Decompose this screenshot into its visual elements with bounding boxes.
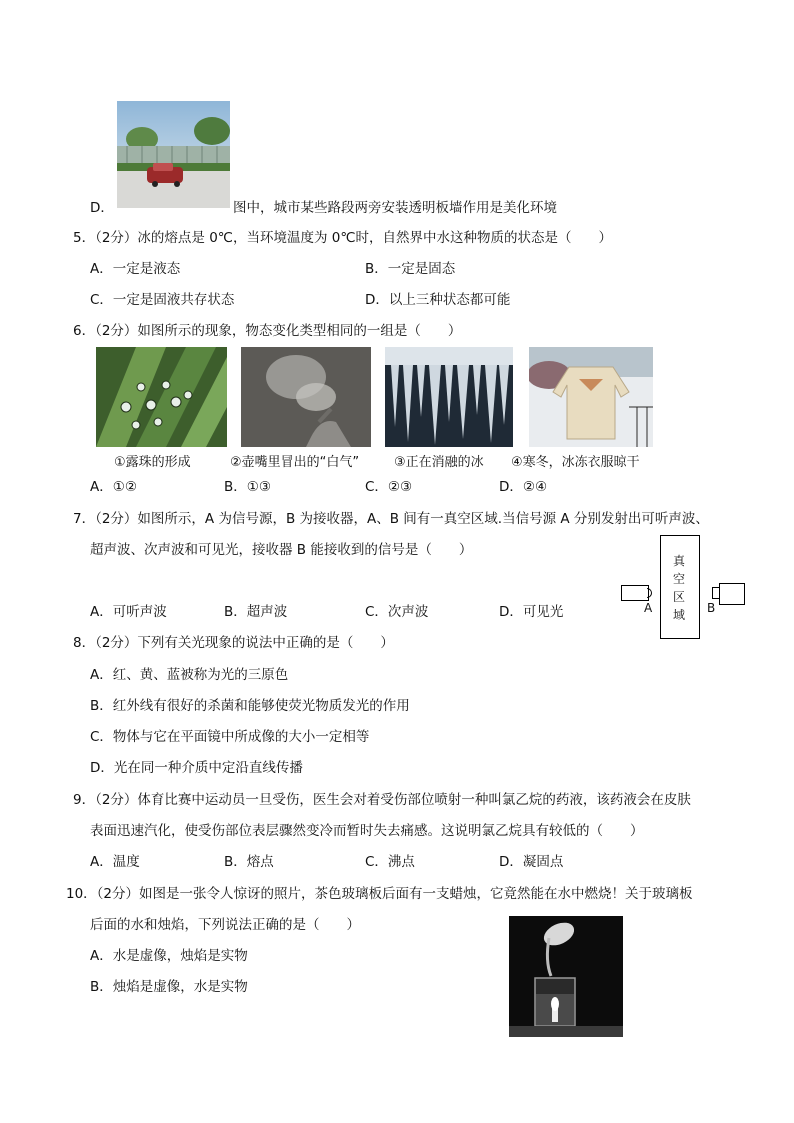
q9-option-b: B．熔点 [224, 854, 274, 870]
q5-option-a: A．一定是液态 [90, 261, 181, 277]
q8-option-d: D．光在同一种介质中定沿直线传播 [90, 760, 303, 776]
q6-stem: 6．（2分）如图所示的现象，物态变化类型相同的一组是（ ） [73, 323, 462, 339]
q5-option-c: C．一定是固液共存状态 [90, 292, 235, 308]
q10-option-b: B．烛焰是虚像，水是实物 [90, 979, 248, 995]
q6-option-b: B．①③ [224, 479, 271, 495]
q9-option-c: C．沸点 [365, 854, 415, 870]
highway-sound-wall-photo [117, 101, 230, 208]
q7-stem-line1: 7．（2分）如图所示，A 为信号源，B 为接收器，A、B 间有一真空区域.当信号源 A 分别发射出可听声波、 [73, 511, 709, 527]
q5-option-d: D．以上三种状态都可能 [365, 292, 511, 308]
q6-option-a: A．①② [90, 479, 137, 495]
q4-option-d-label: D． [90, 200, 114, 216]
q9-option-a: A．温度 [90, 854, 140, 870]
vacuum-char-1: 真 [673, 554, 686, 568]
receiver-b-port [712, 587, 719, 599]
q9-stem-line2: 表面迅速汽化，使受伤部位表层骤然变冷而暂时失去痛感。这说明氯乙烷具有较低的（ ） [90, 823, 644, 839]
q8-option-a: A．红、黄、蓝被称为光的三原色 [90, 667, 289, 683]
kettle-steam-photo [241, 347, 371, 447]
q7-option-d: D．可见光 [499, 604, 564, 620]
q8-stem: 8．（2分）下列有关光现象的说法中正确的是（ ） [73, 635, 394, 651]
q6-option-d: D．②④ [499, 479, 548, 495]
q10-stem-line1: 10．（2分）如图是一张令人惊讶的照片，茶色玻璃板后面有一支蜡烛，它竟然能在水中燃烧！关于玻璃板 [66, 886, 693, 902]
q5-option-b: B．一定是固态 [365, 261, 456, 277]
q8-option-c: C．物体与它在平面镜中所成像的大小一定相等 [90, 729, 370, 745]
signal-source-a-box [621, 585, 649, 601]
q4-option-d-text: 图中，城市某些路段两旁安装透明板墙作用是美化环境 [233, 200, 557, 216]
vacuum-char-4: 域 [673, 608, 686, 622]
candle-in-water-photo [509, 916, 623, 1037]
frozen-sweater-photo [529, 347, 653, 447]
q6-caption-4: ④寒冬，冰冻衣服晾干 [511, 455, 640, 470]
q9-stem-line1: 9．（2分）体育比赛中运动员一旦受伤，医生会对着受伤部位喷射一种叫氯乙烷的药液，该药液会在皮肤 [73, 792, 691, 808]
q10-option-a: A．水是虚像，烛焰是实物 [90, 948, 248, 964]
q5-stem: 5．（2分）冰的熔点是 0℃，当环境温度为 0℃时，自然界中水这种物质的状态是（ ） [73, 230, 613, 246]
vacuum-char-2: 空 [673, 572, 686, 586]
label-b: B [707, 601, 716, 615]
receiver-b-box [719, 583, 745, 605]
q6-caption-1: ①露珠的形成 [114, 455, 191, 470]
vacuum-char-3: 区 [673, 590, 686, 604]
q6-caption-2: ②壶嘴里冒出的“白气” [230, 455, 360, 470]
melting-icicles-photo [385, 347, 513, 447]
q7-option-c: C．次声波 [365, 604, 429, 620]
signal-source-a-emitter [647, 588, 652, 598]
q8-option-b: B．红外线有很好的杀菌和能够使荧光物质发光的作用 [90, 698, 410, 714]
q9-option-d: D．凝固点 [499, 854, 564, 870]
q7-option-a: A．可听声波 [90, 604, 167, 620]
vacuum-region-diagram [618, 535, 748, 640]
q10-stem-line2: 后面的水和烛焰，下列说法正确的是（ ） [90, 917, 360, 933]
q7-stem-line2: 超声波、次声波和可见光，接收器 B 能接收到的信号是（ ） [90, 542, 473, 558]
vacuum-box [660, 535, 700, 639]
q6-option-c: C．②③ [365, 479, 413, 495]
label-a: A [644, 601, 653, 615]
dew-drops-photo [96, 347, 227, 447]
q6-caption-3: ③正在消融的冰 [394, 455, 484, 470]
q7-option-b: B．超声波 [224, 604, 288, 620]
